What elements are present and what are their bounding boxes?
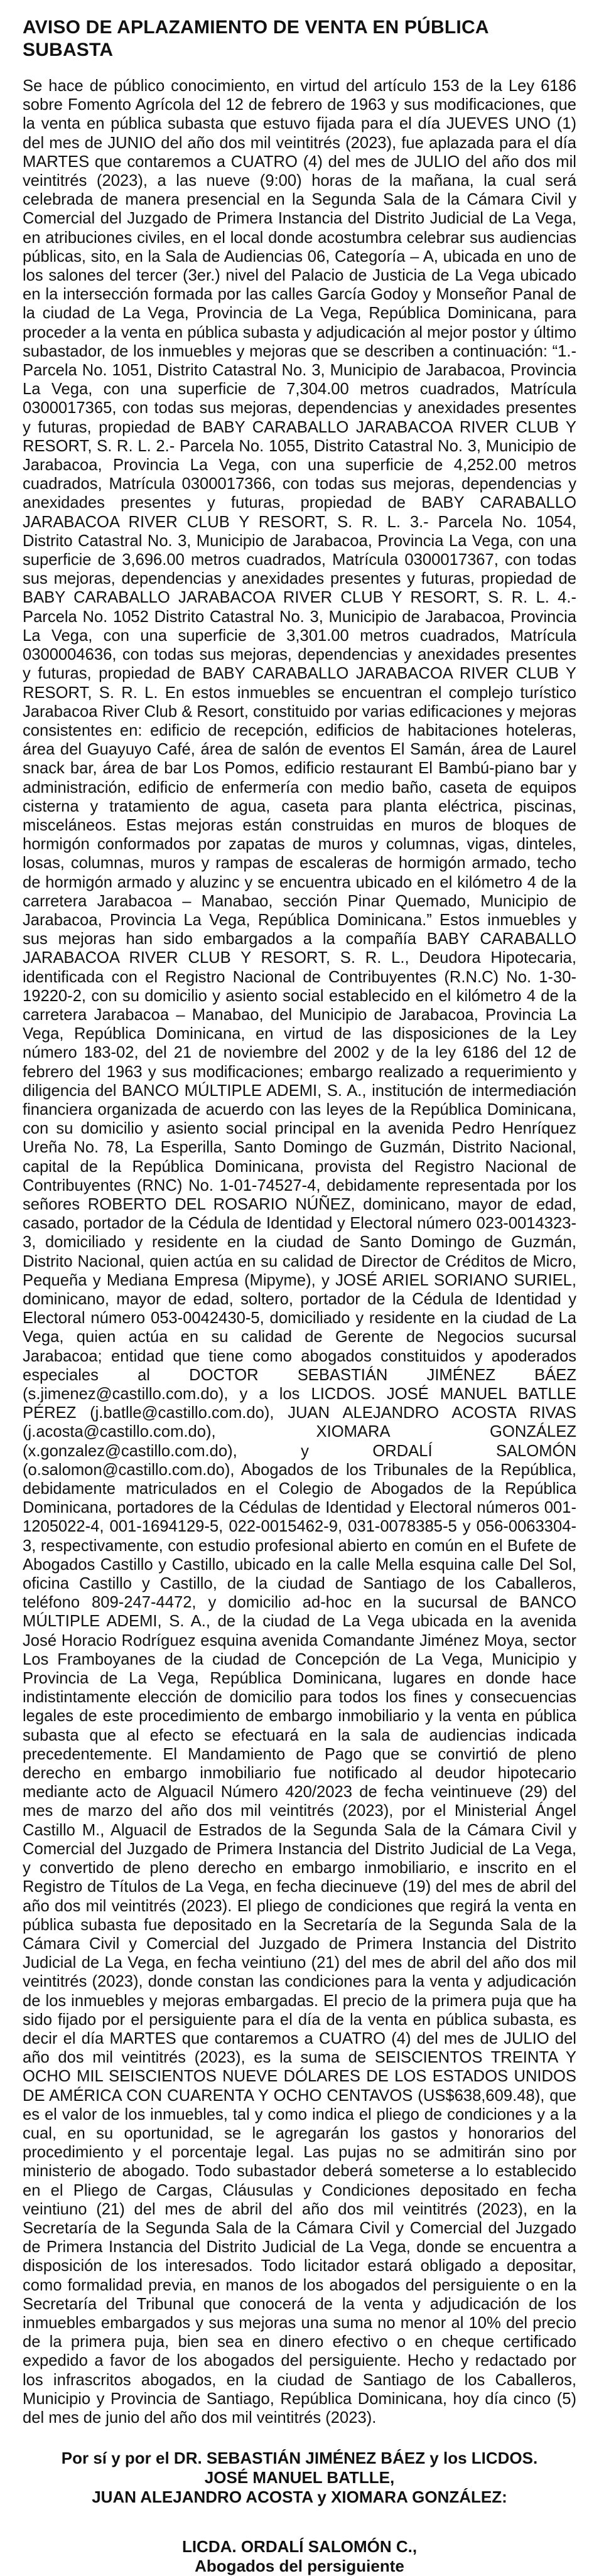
notice-title: AVISO DE APLAZAMIENTO DE VENTA EN PÚBLICA SUBASTA [23,17,488,60]
signatories-line-3: JUAN ALEJANDRO ACOSTA y XIOMARA GONZÁLEZ: [92,2487,507,2507]
closing-name: LICDA. ORDALÍ SALOMÓN C., [181,2537,418,2557]
closing-block [23,2537,576,2576]
signatories-block [23,2449,576,2507]
closing-role: Abogados del persiguiente [195,2557,404,2576]
signatories-line-2: JOSÉ MANUEL BATLLE, [204,2468,395,2487]
legal-notice [23,16,576,2576]
notice-body: Se hace de público conocimiento, en virtud del artículo 153 de la Ley 6186 sobre Fomento Agrícola del 12 de febrero de 1963 y sus modificaciones, que la venta en pública subasta que estuvo fijada para el día JUEVES UNO (1) del mes de JUNIO del año dos mil veintitrés (2023), fue aplazada para el día MARTES que contaremos a CUATRO (4) del mes de JULIO del año dos mil veintitrés (2023), a las nueve (9:00) horas de la mañana, la cual será celebrada de manera presencial en la Segunda Sala de la Cámara Civil y Comercial del Juzgado de Primera Instancia del Distrito Judicial de La Vega, en atribuciones civiles, en el local donde acostumbra celebrar sus audiencias públicas, sito, en la Sala de Audiencias 06, Categoría – A, ubicada en uno de los salones del tercer (3er.) nivel del Palacio de Justicia de La Vega ubicado en la intersección formada por las calles García Godoy y Monseñor Panal de la ciudad de La Vega, Provincia de La Vega, República Dominicana, para proceder a la venta en pública subasta y adjudicación al mejor postor y último subastador, de los inmuebles y mejoras que se describen a continuación: “1.- Parcela No. 1051, Distrito Catastral No. 3, Municipio de Jarabacoa, Provincia La Vega, con una superficie de 7,304.00 metros cuadrados, Matrícula 0300017365, con todas sus mejoras, dependencias y anexidades presentes y futuras, propiedad de BABY CARABALLO JARABACOA RIVER CLUB Y RESORT, S. R. L. 2.- Parcela No. 1055, Distrito Catastral No. 3, Municipio de Jarabacoa, Provincia La Vega, con una superficie de 4,252.00 metros cuadrados, Matrícula 0300017366, con todas sus mejoras, dependencias y anexidades presentes y futuras, propiedad de BABY CARABALLO JARABACOA RIVER CLUB Y RESORT, S. R. L. 3.- Parcela No. 1054, Distrito Catastral No. 3, Municipio de Jarabacoa, Provincia La Vega, con una superficie de 3,696.00 metros cuadrados, Matrícula 0300017367, con todas sus mejoras, dependencias y anexidades presentes y futuras, propiedad de BABY CARABALLO JARABACOA RIVER CLUB Y RESORT, S. R. L. 4.- Parcela No. 1052 Distrito Catastral No. 3, Municipio de Jarabacoa, Provincia La Vega, con una superficie de 3,301.00 metros cuadrados, Matrícula 0300004636, con todas sus mejoras, dependencias y anexidades presentes y futuras, propiedad de BABY CARABALLO JARABACOA RIVER CLUB Y RESORT, S. R. L. En estos inmuebles se encuentran el complejo turístico Jarabacoa River Club & Resort, constituido por varias edificaciones y mejoras consistentes en: edificio de recepción, edificios de habitaciones hoteleras, área del Guayuyo Café, área de salón de eventos El Samán, área de Laurel snack bar, área de bar Los Pomos, edificio restaurant El Bambú-piano bar y administración, edificio de enfermería con medio baño, caseta de equipos cisterna y tratamiento de agua, caseta para planta eléctrica, piscinas, misceláneos. Estas mejoras están construidas en muros de bloques de hormigón conformados por zapatas de muros y columnas, vigas, dinteles, losas, columnas, muros y rampas de escaleras de hormigón armado, techo de hormigón armado y aluzinc y se encuentra ubicado en el kilómetro 4 de la carretera Jarabacoa – Manabao, sección Pinar Quemado, Municipio de Jarabacoa, Provincia La Vega, República Dominicana.” Estos inmuebles y sus mejoras han sido embargados a la compañía BABY CARABALLO JARABACOA RIVER CLUB Y RESORT, S. R. L., Deudora Hipotecaria, identificada con el Registro Nacional de Contribuyentes (R.N.C) No. 1-30-19220-2, con su domicilio y asiento social establecido en el kilómetro 4 de la carretera Jarabacoa – Manabao, del Municipio de Jarabacoa, Provincia La Vega, República Dominicana, en virtud de las disposiciones de la Ley número 183-02, del 21 de noviembre del 2002 y de la ley 6186 del 12 de febrero del 1963 y sus modificaciones; embargo realizado a requerimiento y diligencia del BANCO MÚLTIPLE ADEMI, S. A., institución de intermediación financiera organizada de acuerdo con las leyes de la República Dominicana, con su domicilio y asiento social principal en la avenida Pedro Henríquez Ureña No. 78, La Esperilla, Santo Domingo de Guzmán, Distrito Nacional, capital de la República Dominicana, provista del Registro Nacional de Contribuyentes (RNC) No. 1-01-74527-4, debidamente representada por los señores ROBERTO DEL ROSARIO NÚÑEZ, dominicano, mayor de edad, casado, portador de la Cédula de Identidad y Electoral número 023-0014323-3, domiciliado y residente en la ciudad de Santo Domingo de Guzmán, Distrito Nacional, quien actúa en su calidad de Director de Créditos de Micro, Pequeña y Mediana Empresa (Mipyme), y JOSÉ ARIEL SORIANO SURIEL, dominicano, mayor de edad, soltero, portador de la Cédula de Identidad y Electoral número 053-0042430-5, domiciliado y residente en la ciudad de La Vega, quien actúa en su calidad de Gerente de Negocios sucursal Jarabacoa; entidad que tiene como abogados constituidos y apoderados especiales al DOCTOR SEBASTIÁN JIMÉNEZ BÁEZ (s.jimenez@castillo.com.do), y a los LICDOS. JOSÉ MANUEL BATLLE PÉREZ (j.batlle@castillo.com.do), JUAN ALEJANDRO ACOSTA RIVAS (j.acosta@castillo.com.do), XIOMARA GONZÁLEZ (x.gonzalez@castillo.com.do), y ORDALÍ SALOMÓN (o.salomon@castillo.com.do), Abogados de los Tribunales de la República, debidamente matriculados en el Colegio de Abogados de la República Dominicana, portadores de la Cédulas de Identidad y Electoral números 001-1205022-4, 001-1694129-5, 022-0015462-9, 031-0078385-5 y 056-0063304-3, respectivamente, con estudio profesional abierto en común en el Bufete de Abogados Castillo y Castillo, ubicado en la calle Mella esquina calle Del Sol, oficina Castillo y Castillo, de la ciudad de Santiago de los Caballeros, teléfono 809-247-4472, y domicilio ad-hoc en la sucursal de BANCO MÚLTIPLE ADEMI, S. A., de la ciudad de La Vega ubicada en la avenida José Horacio Rodríguez esquina avenida Comandante Jiménez Moya, sector Los Framboyanes de la ciudad de Concepción de La Vega, Municipio y Provincia de La Vega, República Dominicana, lugares en donde hace indistintamente elección de domicilio para todos los fines y consecuencias legales de este procedimiento de embargo inmobiliario y la venta en pública subasta que al efecto se efectuará en la sala de audiencias indicada precedentemente. El Mandamiento de Pago que se convirtió de pleno derecho en embargo inmobiliario fue notificado al deudor hipotecario mediante acto de Alguacil Número 420/2023 de fecha veintinueve (29) del mes de marzo del año dos mil veintitrés (2023), por el Ministerial Ángel Castillo M., Alguacil de Estrados de la Segunda Sala de la Cámara Civil y Comercial del Juzgado de Primera Instancia del Distrito Judicial de La Vega, y convertido de pleno derecho en embargo inmobiliario, e inscrito en el Registro de Títulos de La Vega, en fecha diecinueve (19) del mes de abril del año dos mil veintitrés (2023). El pliego de condiciones que regirá la venta en pública subasta fue depositado en la Secretaría de la Segunda Sala de la Cámara Civil y Comercial del Juzgado de Primera Instancia del Distrito Judicial de La Vega, en fecha veintiuno (21) del mes de abril del año dos mil veintitrés (2023), donde constan las condiciones para la venta y adjudicación de los inmuebles y mejoras embargadas. El precio de la primera puja que ha sido fijado por el persiguiente para el día de la venta en pública subasta, es decir el día MARTES que contaremos a CUATRO (4) del mes de JULIO del año dos mil veintitrés (2023), es la suma de SEISCIENTOS TREINTA Y OCHO MIL SEISCIENTOS NUEVE DÓLARES DE LOS ESTADOS UNIDOS DE AMÉRICA CON CUARENTA Y OCHO CENTAVOS (US$638,609.48), que es el valor de los inmuebles, tal y como indica el pliego de condiciones y a la cual, en su oportunidad, se le agregarán los gastos y honorarios del procedimiento y el porcentaje legal. Las pujas no se admitirán sino por ministerio de abogado. Todo subastador deberá someterse a lo establecido en el Pliego de Cargas, Cláusulas y Condiciones depositado en fecha veintiuno (21) del mes de abril del año dos mil veintitrés (2023), en la Secretaría de la Segunda Sala de la Cámara Civil y Comercial del Juzgado de Primera Instancia del Distrito Judicial de La Vega, donde se encuentra a disposición de los interesados. Todo licitador estará obligado a depositar, como formalidad previa, en manos de los abogados del persiguiente o en la Secretaría del Tribunal que conocerá de la venta y adjudicación de los inmuebles embargados y sus mejoras una suma no menor al 10% del precio de la primera puja, bien sea en dinero efectivo o en cheque certificado expedido a favor de los abogados del persiguiente. Hecho y redactado por los infrascritos abogados, en la ciudad de Santiago de los Caballeros, Municipio y Provincia de Santiago, República Dominicana, hoy día cinco (5) del mes de junio del año dos mil veintitrés (2023). [23,77,576,2427]
signatories-line-1: Por sí y por el DR. SEBASTIÁN JIMÉNEZ BÁEZ y los LICDOS. [61,2449,538,2468]
